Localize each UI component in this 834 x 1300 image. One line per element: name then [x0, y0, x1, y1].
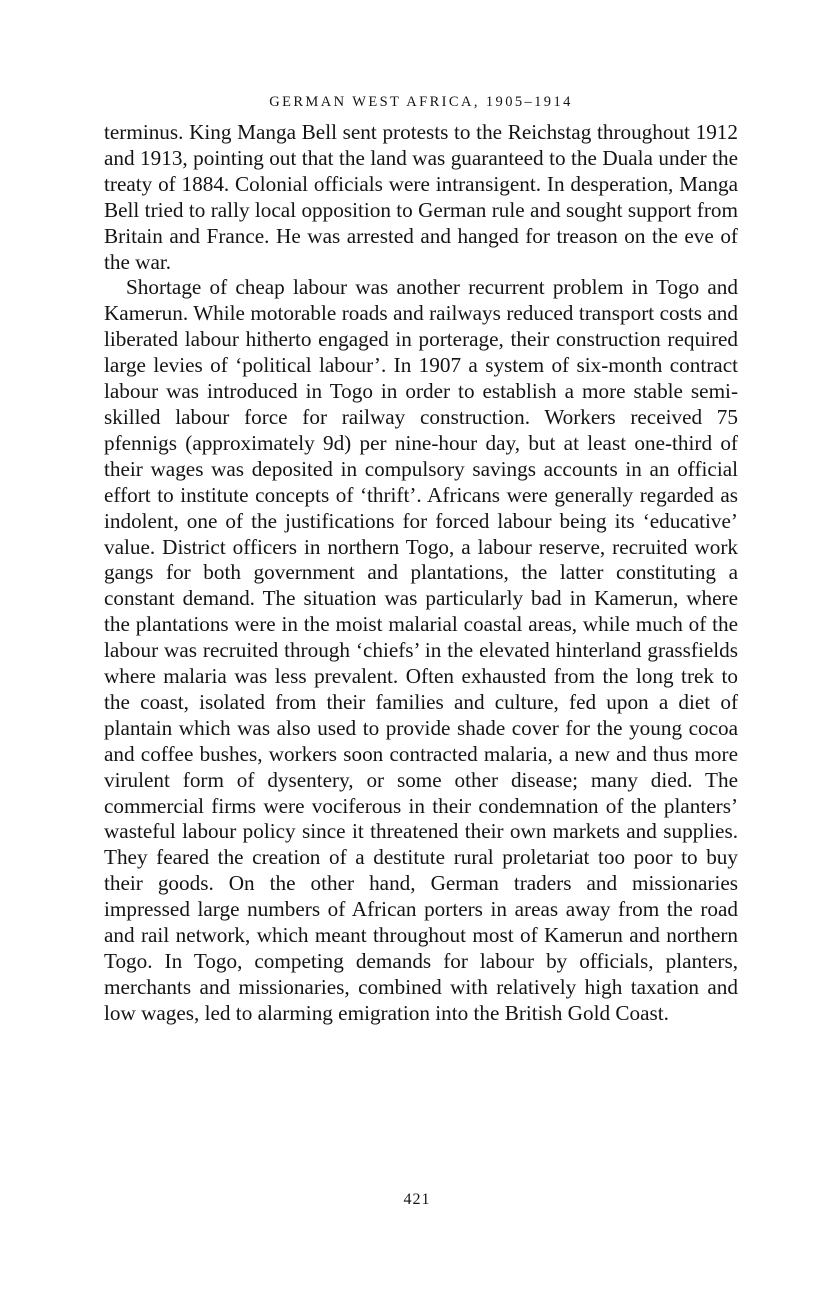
page [104, 90, 738, 1027]
page-number: 421 [403, 1191, 431, 1208]
paragraph-1: terminus. King Manga Bell sent protests to the Reichstag throughout 1912 and 1913, pointing out that the land was guaranteed to the Duala under the treaty of 1884. Colonial officials were intransigent. In desperation, Manga Bell tried to rally local opposition to German rule and sought support from Britain and France. He was arrested and hanged for treason on the eve of the war. [104, 120, 738, 274]
body-text [104, 120, 738, 1027]
running-head: GERMAN WEST AFRICA, 1905–1914 [269, 94, 573, 110]
paragraph-2: Shortage of cheap labour was another recurrent problem in Togo and Kamerun. While motorable roads and railways reduced transport costs and liberated labour hitherto engaged in porterage, their construction required large levies of ‘political labour’. In 1907 a system of six-month contract labour was introduced in Togo in order to establish a more stable semi-skilled labour force for railway construction. Workers received 75 pfennigs (approximately 9d) per nine-hour day, but at least one-third of their wages was deposited in compulsory savings accounts in an official effort to institute concepts of ‘thrift’. Africans were generally regarded as indolent, one of the justifications for forced labour being its ‘educative’ value. District officers in northern Togo, a labour reserve, recruited work gangs for both government and plantations, the latter constituting a constant demand. The situation was particularly bad in Kamerun, where the plantations were in the moist malarial coastal areas, while much of the labour was recruited through ‘chiefs’ in the elevated hinterland grassfields where malaria was less prevalent. Often exhausted from the long trek to the coast, isolated from their families and culture, fed upon a diet of plantain which was also used to provide shade cover for the young cocoa and coffee bushes, workers soon contracted malaria, a new and thus more virulent form of dysentery, or some other disease; many died. The commercial firms were vociferous in their condemnation of the planters’ wasteful labour policy since it threatened their own markets and supplies. They feared the creation of a destitute rural proletariat too poor to buy their goods. On the other hand, German traders and missionaries impressed large numbers of African porters in areas away from the road and rail network, which meant throughout most of Kamerun and northern Togo. In Togo, competing demands for labour by officials, planters, merchants and missionaries, combined with relatively high taxation and low wages, led to alarming emigration into the British Gold Coast. [104, 275, 738, 1025]
